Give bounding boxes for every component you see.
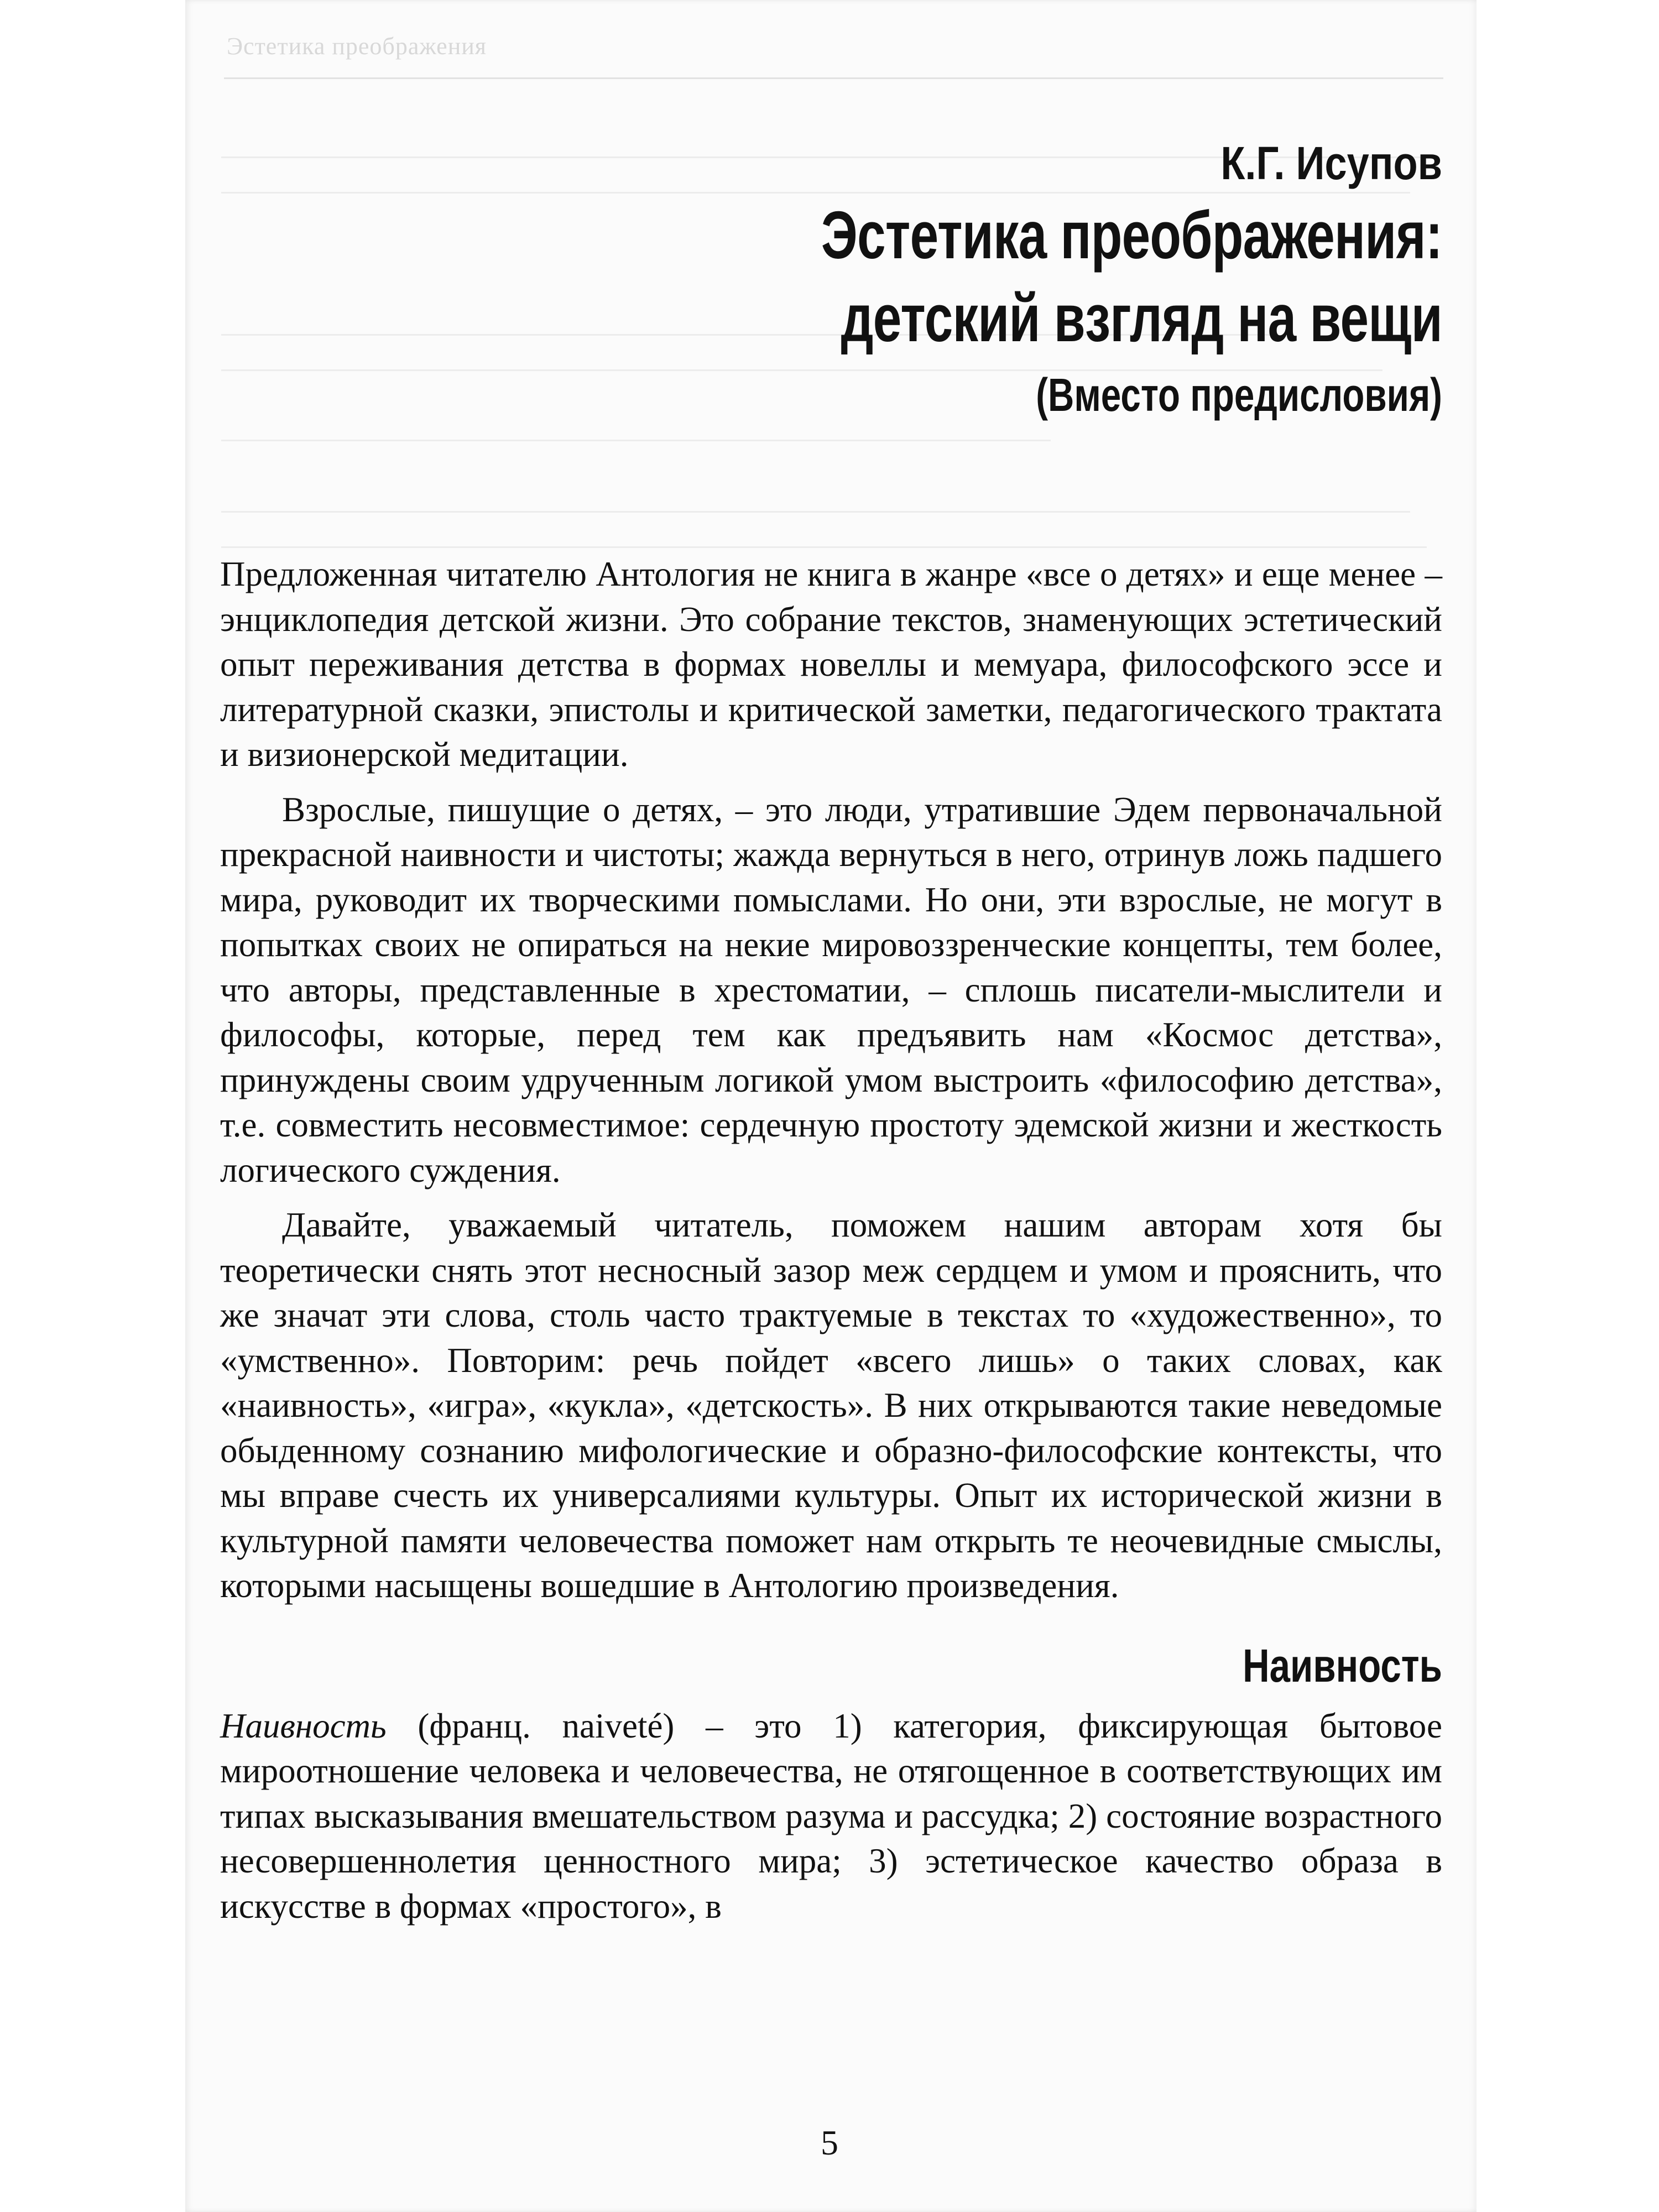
paragraph-reader: Давайте, уважаемый читатель, поможем нашим авторам хотя бы теоретически снять этот несносный зазор меж сердцем и умом и прояснить, что же значат эти слова, столь часто трактуемые в текстах то «художественно», то «умственно». Повторим: речь пойдет «всего лишь» о таких словах, как «наивность», «игра», «кукла», «детскость». В них открываются такие неведомые обыденному сознанию мифологические и образно-философские контексты, что мы вправе счесть их универсалиями культуры. Опыт их исторической жизни в культурной памяти человечества поможет нам открыть те неочевидные смыслы, которыми насыщены вошедшие в Антологию произведения. — [220, 1206, 1442, 1605]
article-title-line-2: детский взгляд на вещи — [841, 280, 1442, 356]
article-title-line-1: Эстетика преображения: — [821, 197, 1442, 273]
defined-term: Наивность — [220, 1706, 387, 1745]
author-name: К.Г. Исупов — [1220, 137, 1442, 189]
page-content — [220, 111, 1442, 1929]
article-subtitle: (Вместо предисловия) — [1036, 369, 1442, 421]
paragraph-naivete-definition — [220, 1704, 1442, 1929]
page-number: 5 — [821, 2123, 838, 2162]
paragraph-adults: Взрослые, пишущие о детях, – это люди, утратившие Эдем первоначальной прекрасной наивности и чистоты; жажда вернуться в него, отринув ложь падшего мира, руководит их творческими помыслами. Но они, эти взрослые, не могут в попытках своих не опираться на некие мировоззренческие концепты, тем более, что авторы, представленные в хрестоматии, – сплошь писатели-мыслители и философы, которые, перед тем как предъявить нам «Космос детства», принуждены своим удрученным логикой умом выстроить «философию детства», т.е. совместить несовместимое: сердечную простоту эдемской жизни и жесткость логического суждения. — [220, 790, 1442, 1190]
article-header — [220, 133, 1442, 428]
bleed-through-rule — [224, 77, 1443, 79]
definition-text: (франц. naiveté) – это 1) категория, фиксирующая бытовое мироотношение человека и человечества, не отягощенное в соответствующих им типах высказывания вмешательством разума и рассудка; 2) состояние возрастного несовершеннолетия ценностного мира; 3) эстетическое качество образа в искусстве в формах «простого», в — [220, 1706, 1442, 1926]
article-body — [220, 552, 1442, 1929]
paragraph-intro: Предложенная читателю Антология не книга в жанре «все о детях» и еще менее – энциклопедия детской жизни. Это собрание текстов, знаменующих эстетический опыт переживания детства в формах новеллы и мемуара, философского эссе и литературной сказки, эпистолы и критической заметки, педагогического трактата и визионерской медитации. — [220, 555, 1442, 774]
page-margin-left — [0, 0, 185, 2212]
section-heading: Наивность — [1243, 1639, 1442, 1692]
bleed-through-header: Эстетика преображения — [227, 33, 487, 60]
